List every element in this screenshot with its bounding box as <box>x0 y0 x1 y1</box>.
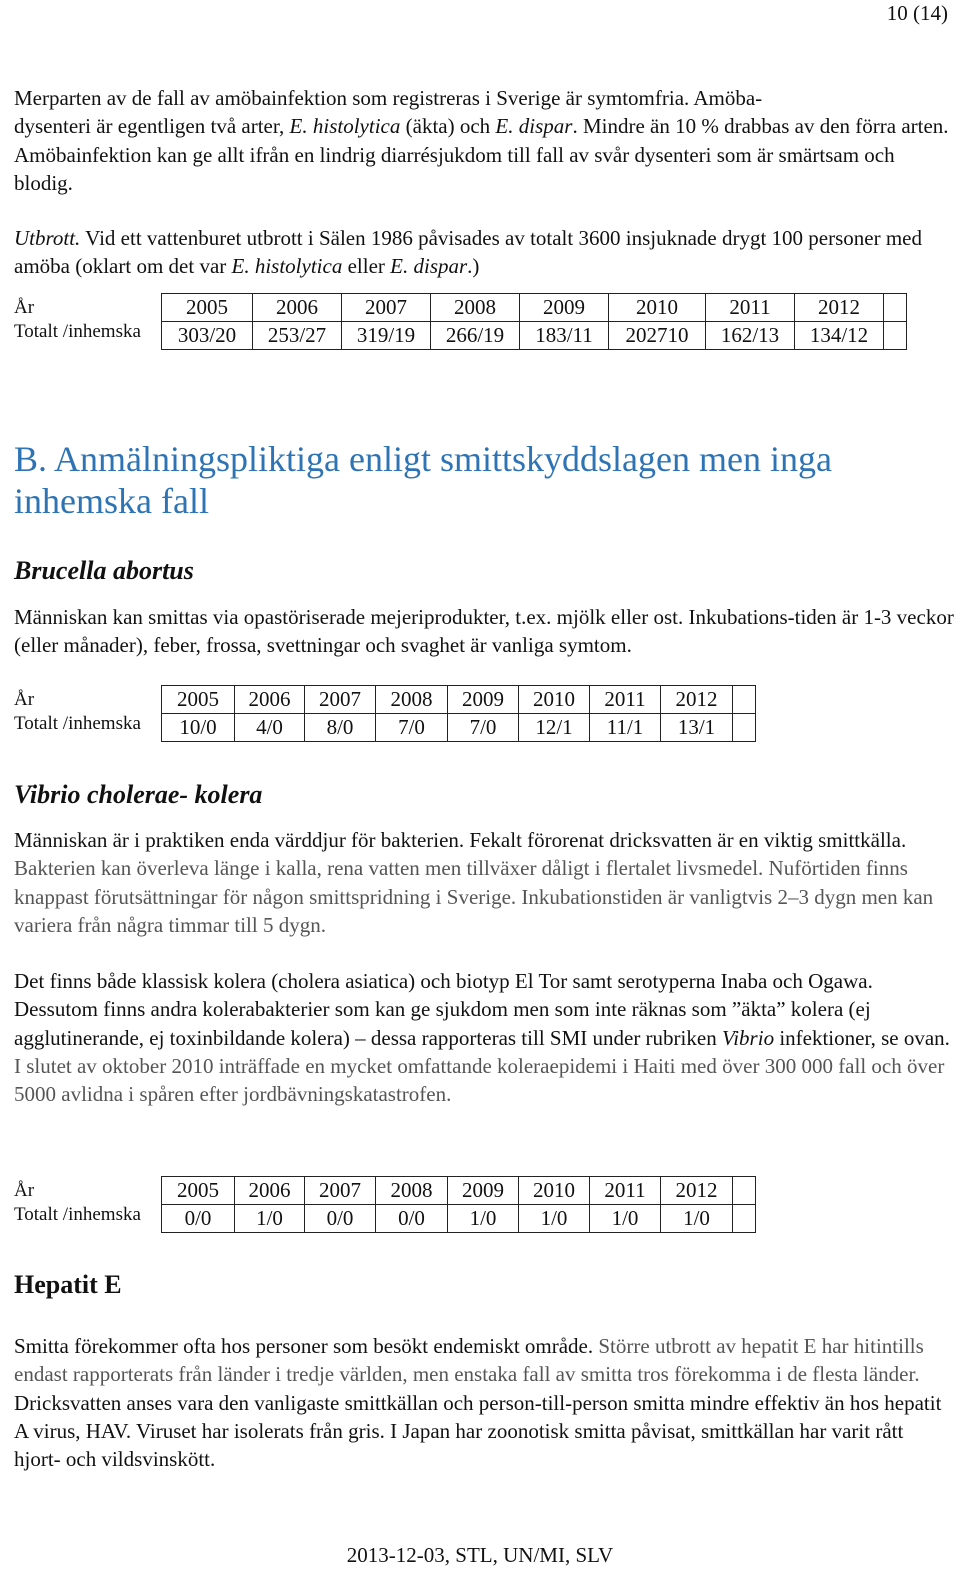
brucella-heading: Brucella abortus <box>14 556 194 585</box>
vibrio-text-dark: Människan är i praktiken enda värddjur för bakterien. Fekalt förorenat dricksvatten är en viktig smittkälla. <box>14 828 907 852</box>
brucella-table <box>161 685 756 742</box>
vibrio-table <box>161 1176 756 1233</box>
year-cell: 2005 <box>162 294 253 322</box>
value-cell: 12/1 <box>519 714 590 742</box>
outbreak-label: Utbrott. <box>14 226 81 250</box>
year-cell: 2008 <box>376 686 448 714</box>
value-cell: 266/19 <box>431 322 520 350</box>
amoeba-text-4: . Mindre än 10 % drabbas av den förra arten. Amöbainfektion kan ge allt ifrån en lindrig diarrésjukdom till fall av svår dysenteri som är smärtsam och blodig. <box>14 114 949 195</box>
year-cell: 2005 <box>162 686 235 714</box>
value-cell: 7/0 <box>448 714 519 742</box>
table-label-total: Totalt /inhemska <box>14 1204 141 1225</box>
amoeba-text-7: .) <box>467 254 480 279</box>
table-label-total: Totalt /inhemska <box>14 713 141 734</box>
year-cell: 2006 <box>235 686 305 714</box>
amoeba-text-1: Merparten av de fall av amöbainfektion som registreras i Sverige är symtomfria. Amöba- <box>14 86 763 110</box>
species-name: E. dispar <box>390 254 468 279</box>
table-row-years <box>162 1177 756 1205</box>
table-row-values <box>162 714 756 742</box>
value-cell: 253/27 <box>253 322 342 350</box>
value-cell: 1/0 <box>590 1205 661 1233</box>
value-cell: 8/0 <box>305 714 376 742</box>
table-row-years <box>162 294 907 322</box>
empty-cell <box>884 322 907 350</box>
year-cell: 2010 <box>519 686 590 714</box>
amoeba-text-6: eller <box>342 254 391 279</box>
value-cell: 162/13 <box>706 322 795 350</box>
table-row-values <box>162 1205 756 1233</box>
amoeba-text-5: Vid ett vattenburet utbrott i Sälen 1986 påvisades av totalt 3600 insjuknade drygt 100 personer med amöba (oklart om det var <box>14 226 922 279</box>
empty-cell <box>733 1177 756 1205</box>
value-cell: 183/11 <box>520 322 609 350</box>
value-cell: 0/0 <box>376 1205 448 1233</box>
hepatit-text-dark: Smitta förekommer ofta hos personer som besökt endemiskt område. <box>14 1334 594 1358</box>
vibrio-paragraph-1 <box>14 826 954 939</box>
year-cell: 2011 <box>706 294 795 322</box>
vibrio-text-dark: infektioner, se ovan. <box>774 1025 950 1050</box>
year-cell: 2010 <box>609 294 706 322</box>
year-cell: 2012 <box>661 686 733 714</box>
value-cell: 4/0 <box>235 714 305 742</box>
value-cell: 202710 <box>609 322 706 350</box>
species-name: E. histolytica <box>289 114 401 139</box>
page-number: 10 (14) <box>886 1 948 25</box>
value-cell: 10/0 <box>162 714 235 742</box>
value-cell: 0/0 <box>162 1205 235 1233</box>
year-cell: 2012 <box>661 1177 733 1205</box>
vibrio-text-grey: Bakterien kan överleva länge i kalla, rena vatten men tillväxer dåligt i flertalet livsmedel. Nuförtiden finns knappast förutsättningar för någon smittspridning i Sverige. Inkubationstiden är vanligtvis 2–3 dygn men kan variera från några timmar till 5 dygn. <box>14 856 934 937</box>
year-cell: 2012 <box>795 294 884 322</box>
amoeba-text-2: dysenteri är egentligen två arter, <box>14 114 290 139</box>
table-label-total: Totalt /inhemska <box>14 321 141 342</box>
hepatit-paragraph <box>14 1332 954 1473</box>
value-cell: 134/12 <box>795 322 884 350</box>
vibrio-heading: Vibrio cholerae- kolera <box>14 780 263 809</box>
empty-cell <box>884 294 907 322</box>
year-cell: 2008 <box>431 294 520 322</box>
year-cell: 2007 <box>342 294 431 322</box>
empty-cell <box>733 686 756 714</box>
year-cell: 2007 <box>305 1177 376 1205</box>
year-cell: 2009 <box>448 1177 519 1205</box>
amoeba-table <box>161 293 907 350</box>
page-footer: 2013-12-03, STL, UN/MI, SLV <box>346 1543 614 1567</box>
year-cell: 2010 <box>519 1177 590 1205</box>
amoeba-paragraph-2 <box>14 224 954 281</box>
year-cell: 2006 <box>235 1177 305 1205</box>
value-cell: 0/0 <box>305 1205 376 1233</box>
hepatit-text-dark: Dricksvatten anses vara den vanligaste smittkällan och person-till-person smitta mindre effektiv än hos hepatit A virus, HAV. Viruset har isolerats från gris. I Japan har zoonotisk smitta påvisat, smittkällan har varit rått hjort- och vildsvinskött. <box>14 1390 942 1472</box>
year-cell: 2005 <box>162 1177 235 1205</box>
year-cell: 2011 <box>590 1177 661 1205</box>
value-cell: 303/20 <box>162 322 253 350</box>
value-cell: 319/19 <box>342 322 431 350</box>
brucella-paragraph: Människan kan smittas via opastöriserade mejeriprodukter, t.ex. mjölk eller ost. Inkubations-tiden är 1-3 veckor (eller månader), feber, frossa, svettningar och svaghet är vanliga symtom. <box>14 605 954 658</box>
table-label-year: År <box>14 1180 35 1201</box>
empty-cell <box>733 1205 756 1233</box>
value-cell: 1/0 <box>661 1205 733 1233</box>
year-cell: 2009 <box>448 686 519 714</box>
vibrio-text-grey: I slutet av oktober 2010 inträffade en mycket omfattande koleraepidemi i Haiti med över 300 000 fall och över 5000 avlidna i spåren efter jordbävningskatastrofen. <box>14 1053 945 1107</box>
vibrio-paragraph-2 <box>14 967 954 1108</box>
section-b-heading: B. Anmälningspliktiga enligt smittskyddslagen men inga inhemska fall <box>14 439 832 521</box>
species-name: E. histolytica <box>231 254 343 279</box>
table-label-year: År <box>14 689 35 710</box>
value-cell: 13/1 <box>661 714 733 742</box>
empty-cell <box>733 714 756 742</box>
year-cell: 2008 <box>376 1177 448 1205</box>
value-cell: 7/0 <box>376 714 448 742</box>
year-cell: 2009 <box>520 294 609 322</box>
amoeba-text-3: (äkta) och <box>400 114 496 139</box>
hepatit-text-grey: Större utbrott av hepatit E har hitintills endast rapporterats från länder i tredje världen, men enstaka fall av smitta tros förekomma i de flesta länder. <box>14 1334 924 1387</box>
amoeba-paragraph-1 <box>14 84 954 197</box>
species-name: E. dispar <box>495 114 573 139</box>
genus-name: Vibrio <box>721 1025 775 1050</box>
table-row-years <box>162 686 756 714</box>
year-cell: 2007 <box>305 686 376 714</box>
year-cell: 2006 <box>253 294 342 322</box>
value-cell: 1/0 <box>519 1205 590 1233</box>
table-row-values <box>162 322 907 350</box>
value-cell: 1/0 <box>448 1205 519 1233</box>
hepatit-heading: Hepatit E <box>14 1270 122 1299</box>
vibrio-text-dark: Det finns både klassisk kolera (cholera asiatica) och biotyp El Tor samt serotyperna Inaba och Ogawa. Dessutom finns andra kolerabakterier som kan ge sjukdom men som inte räknas som ”äkta” kolera (ej agglutinerande, ej toxinbildande kolera) – dessa rapporteras till SMI under rubriken <box>14 969 873 1050</box>
table-label-year: År <box>14 297 35 318</box>
year-cell: 2011 <box>590 686 661 714</box>
value-cell: 1/0 <box>235 1205 305 1233</box>
value-cell: 11/1 <box>590 714 661 742</box>
